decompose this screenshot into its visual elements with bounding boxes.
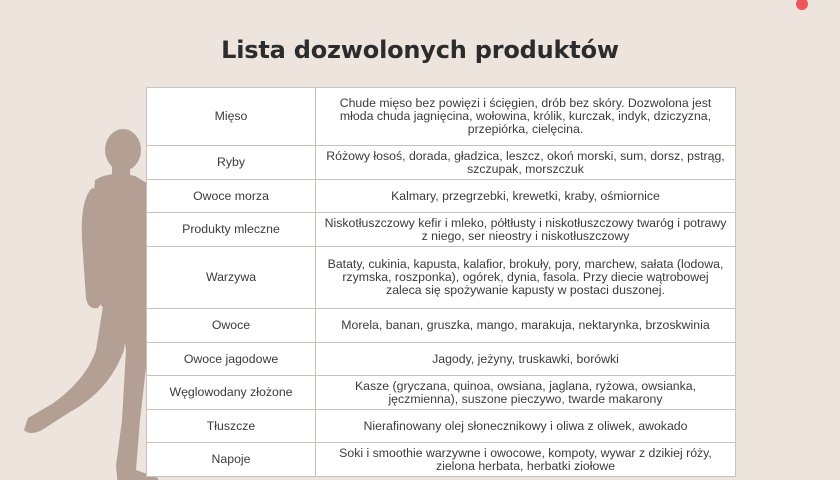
accent-dot [796, 0, 808, 10]
category-cell: Tłuszcze [147, 410, 316, 443]
items-cell: Niskotłuszczowy kefir i mleko, półtłusty i niskotłuszczowy twaróg i potrawy z niego, ser nieostry i niskotłuszczowy [316, 213, 736, 247]
table-row [147, 180, 736, 213]
category-cell: Węglowodany złożone [147, 376, 316, 410]
category-cell: Warzywa [147, 247, 316, 309]
table-row [147, 146, 736, 180]
category-cell: Ryby [147, 146, 316, 180]
items-cell: Soki i smoothie warzywne i owocowe, kompoty, wywar z dzikiej róży, zielona herbata, herbatki ziołowe [316, 443, 736, 477]
category-cell: Owoce jagodowe [147, 343, 316, 376]
table-row [147, 88, 736, 146]
category-cell: Napoje [147, 443, 316, 477]
table-row [147, 410, 736, 443]
table-row [147, 247, 736, 309]
items-cell: Chude mięso bez powięzi i ścięgien, drób bez skóry. Dozwolona jest młoda chuda jagnięcina, wołowina, królik, kurczak, indyk, dziczyzna, przepiórka, cielęcina. [316, 88, 736, 146]
category-cell: Owoce morza [147, 180, 316, 213]
products-table [146, 87, 736, 477]
items-cell: Jagody, jeżyny, truskawki, borówki [316, 343, 736, 376]
items-cell: Kalmary, przegrzebki, krewetki, kraby, ośmiornice [316, 180, 736, 213]
items-cell: Morela, banan, gruszka, mango, marakuja, nektarynka, brzoskwinia [316, 309, 736, 343]
page-title: Lista dozwolonych produktów [221, 36, 619, 64]
items-cell: Różowy łosoś, dorada, gładzica, leszcz, okoń morski, sum, dorsz, pstrąg, szczupak, morszczuk [316, 146, 736, 180]
category-cell: Produkty mleczne [147, 213, 316, 247]
table-row [147, 376, 736, 410]
category-cell: Mięso [147, 88, 316, 146]
items-cell: Nierafinowany olej słonecznikowy i oliwa z oliwek, awokado [316, 410, 736, 443]
table-row [147, 443, 736, 477]
items-cell: Bataty, cukinia, kapusta, kalafior, brokuły, pory, marchew, sałata (lodowa, rzymska, roszponka), ogórek, dynia, fasola. Przy diecie wątrobowej zaleca się spożywanie kapusty w postaci duszonej. [316, 247, 736, 309]
category-cell: Owoce [147, 309, 316, 343]
table-row [147, 213, 736, 247]
table-row [147, 309, 736, 343]
items-cell: Kasze (gryczana, quinoa, owsiana, jaglana, ryżowa, owsianka, jęczmienna), suszone pieczywo, twarde makarony [316, 376, 736, 410]
table-row [147, 343, 736, 376]
